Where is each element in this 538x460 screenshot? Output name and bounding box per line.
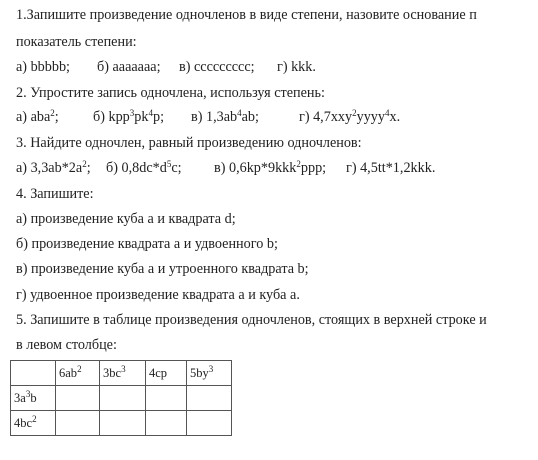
task5-line1: 5. Запишите в таблице произведения одночленов, стоящих в верхней строке и	[16, 312, 487, 328]
task4-title: 4. Запишите:	[16, 186, 94, 202]
task2-title: 2. Упростите запись одночлена, используя степень:	[16, 85, 325, 101]
task1-item-c: в) ссссссссс;	[179, 59, 255, 75]
table-cell[interactable]	[187, 411, 232, 436]
table-row	[11, 386, 232, 411]
task2-item-a: а) aba$^2$;	[16, 108, 59, 125]
table-cell[interactable]	[100, 411, 146, 436]
table-cell[interactable]	[56, 411, 100, 436]
task2-item-b: б) $kpp^3pk^4p$;	[93, 108, 165, 125]
table-cell[interactable]	[187, 386, 232, 411]
table-row	[11, 411, 232, 436]
task2-items	[16, 108, 400, 126]
table-header-cell: 4cp	[146, 361, 187, 386]
task2-item-d: г) 4,7xxy$^2$yyyy$^4$x.	[299, 108, 401, 125]
task5-line2: в левом столбце:	[16, 337, 117, 353]
task3-item-d: г) 4,5tt*1,2kkk.	[346, 160, 436, 176]
table-header-row	[11, 361, 232, 386]
table-row-header-cell: $3a^3b$	[11, 386, 56, 411]
table-cell[interactable]	[56, 386, 100, 411]
task4-item-b: б) произведение квадрата а и удвоенного b;	[16, 236, 278, 252]
task2-item-c: в) $1,3ab^4ab$;	[191, 108, 259, 125]
table-header-cell: $3bc^3$	[100, 361, 146, 386]
task4-item-d: г) удвоенное произведение квадрата а и куба а.	[16, 287, 300, 303]
table-cell[interactable]	[100, 386, 146, 411]
task1-item-a: а) bbbbb;	[16, 59, 70, 75]
task4-item-a: а) произведение куба а и квадрата d;	[16, 211, 236, 227]
table-cell[interactable]	[146, 386, 187, 411]
products-table	[10, 360, 232, 436]
table-header-cell: $5by^3$	[187, 361, 232, 386]
task1-line1: 1.Запишите произведение одночленов в виде степени, назовите основание п	[16, 7, 477, 23]
task3-items	[16, 159, 435, 177]
task1-items	[16, 58, 316, 76]
task1-line2: показатель степени:	[16, 34, 137, 50]
task3-item-a: а) $3,3ab*2a^2$;	[16, 159, 91, 176]
task3-item-b: б) $0,8dc*d^5c$;	[106, 159, 182, 176]
table-corner-cell	[11, 361, 56, 386]
task1-item-b: б) ааааааа;	[97, 59, 161, 75]
table-row-header-cell: $4bc^2$	[11, 411, 56, 436]
table-cell[interactable]	[146, 411, 187, 436]
task4-item-c: в) произведение куба а и утроенного квадрата b;	[16, 261, 309, 277]
task3-title: 3. Найдите одночлен, равный произведению одночленов:	[16, 135, 362, 151]
task1-item-d: г) kkk.	[277, 59, 316, 75]
task3-item-c: в) 0,6kp*9kkk$^2$ppp;	[214, 159, 327, 176]
table-header-cell: $6ab^2$	[56, 361, 100, 386]
